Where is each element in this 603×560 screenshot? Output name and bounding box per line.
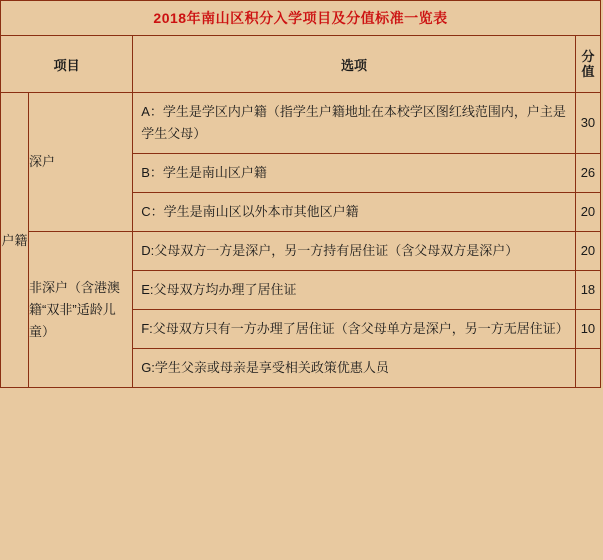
score-cell: 20: [575, 193, 600, 232]
option-cell: [133, 154, 576, 193]
score-cell: [575, 349, 600, 388]
option-text: G:学生父亲或母亲是享受相关政策优惠人员: [141, 360, 389, 375]
subgroup-label-shenhu: 深户: [29, 93, 133, 232]
table-row: [1, 232, 601, 271]
header-option: 选项: [133, 36, 576, 93]
option-cell: [133, 349, 576, 388]
header-item: 项目: [1, 36, 133, 93]
score-cell: 26: [575, 154, 600, 193]
score-cell: 18: [575, 271, 600, 310]
group-label-huji: 户籍: [1, 93, 29, 388]
option-text: B：学生是南山区户籍: [141, 165, 267, 180]
option-text: F:父母双方只有一方办理了居住证（含父母单方是深户，另一方无居住证）: [141, 321, 569, 336]
header-score: 分值: [575, 36, 600, 93]
option-text: A：学生是学区内户籍（指学生户籍地址在本校学区图红线范围内，户主是学生父母）: [141, 104, 566, 141]
document-title-cell: [1, 1, 601, 36]
title-row: [1, 1, 601, 36]
score-cell: 30: [575, 93, 600, 154]
score-cell: 20: [575, 232, 600, 271]
option-text: E:父母双方均办理了居住证: [141, 282, 297, 297]
document-title: 2018年南山区积分入学项目及分值标准一览表: [153, 9, 448, 26]
option-cell: [133, 271, 576, 310]
header-row: [1, 36, 601, 93]
subgroup-label-feishenhu: 非深户（含港澳籍“双非”适龄儿童）: [29, 232, 133, 388]
option-cell: [133, 93, 576, 154]
option-cell: [133, 310, 576, 349]
option-cell: [133, 232, 576, 271]
score-cell: 10: [575, 310, 600, 349]
table-row: [1, 93, 601, 154]
option-cell: [133, 193, 576, 232]
option-text: D:父母双方一方是深户，另一方持有居住证（含父母双方是深户）: [141, 243, 519, 258]
option-text: C：学生是南山区以外本市其他区户籍: [141, 204, 359, 219]
